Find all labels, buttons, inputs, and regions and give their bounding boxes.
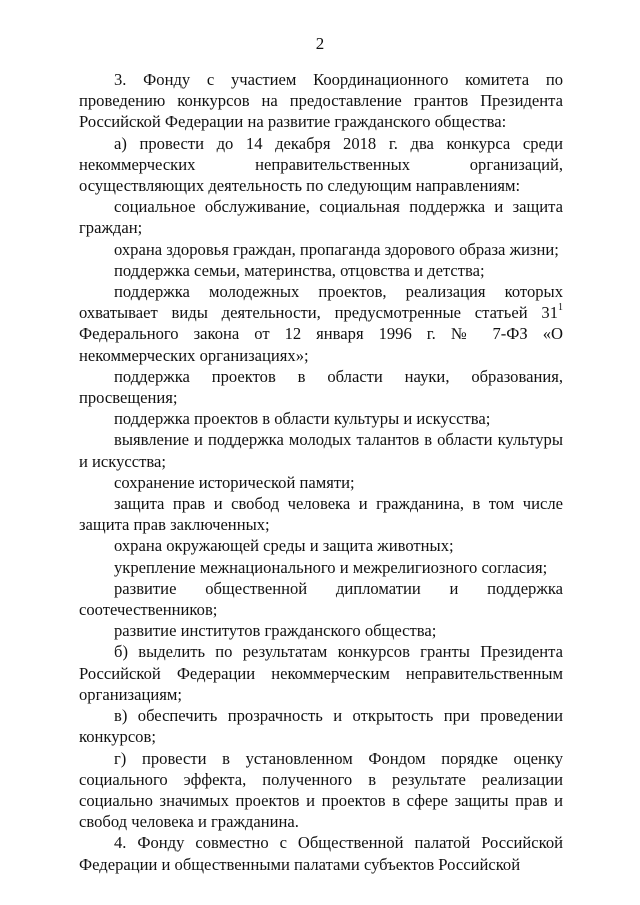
direction-human-rights: защита прав и свобод человека и гражданина, в том числе защита прав заключенных; bbox=[79, 494, 563, 535]
direction-environment: охрана окружающей среды и защита животных; bbox=[114, 536, 454, 556]
direction-memory: сохранение исторической памяти; bbox=[114, 472, 355, 492]
item-g: г) провести в установленном Фондом порядке оценку социального эффекта, полученного в результате реализации социально значимых проектов и проектов в сфере защиты прав и свобод человека и гражданина. bbox=[79, 748, 563, 832]
direction-social-service: социальное обслуживание, социальная поддержка и защита граждан; bbox=[79, 197, 563, 238]
direction-civil-society: развитие институтов гражданского общества; bbox=[114, 621, 437, 641]
item-b: б) выделить по результатам конкурсов гранты Президента Российской Федерации некоммерческим неправительственным организациям; bbox=[79, 642, 563, 704]
direction-family: поддержка семьи, материнства, отцовства и детства; bbox=[114, 260, 485, 280]
direction-health: охрана здоровья граждан, пропаганда здорового образа жизни; bbox=[114, 239, 559, 259]
page-number: 2 bbox=[315, 34, 325, 53]
document-body bbox=[79, 69, 563, 875]
direction-diplomacy: развитие общественной дипломатии и поддержка соотечественников; bbox=[79, 578, 563, 620]
paragraph-3: 3. Фонду с участием Координационного комитета по проведению конкурсов на предоставление грантов Президента Российской Федерации на развитие гражданского общества: bbox=[79, 70, 563, 132]
direction-talents: выявление и поддержка молодых талантов в области культуры и искусства; bbox=[79, 430, 563, 471]
direction-youth bbox=[79, 281, 563, 366]
article-superscript: 1 bbox=[558, 301, 563, 313]
direction-youth-text: поддержка молодежных проектов, реализация которых охватывает виды деятельности, предусмотренные статьей 31 bbox=[79, 282, 563, 323]
item-a: а) провести до 14 декабря 2018 г. два конкурса среди некоммерческих неправительственных организаций, осуществляющих деятельность по следующим направлениям: bbox=[79, 133, 563, 196]
direction-youth-text-cont: Федерального закона от 12 января 1996 г. № 7-ФЗ «О некоммерческих организациях»; bbox=[79, 324, 563, 365]
direction-science: поддержка проектов в области науки, образования, просвещения; bbox=[79, 366, 563, 408]
paragraph-4: 4. Фонду совместно с Общественной палатой Российской Федерации и общественными палатами субъектов Российской bbox=[79, 833, 563, 874]
item-v: в) обеспечить прозрачность и открытость при проведении конкурсов; bbox=[79, 706, 563, 747]
direction-interethnic: укрепление межнационального и межрелигиозного согласия; bbox=[114, 557, 548, 577]
direction-culture: поддержка проектов в области культуры и искусства; bbox=[114, 409, 491, 429]
